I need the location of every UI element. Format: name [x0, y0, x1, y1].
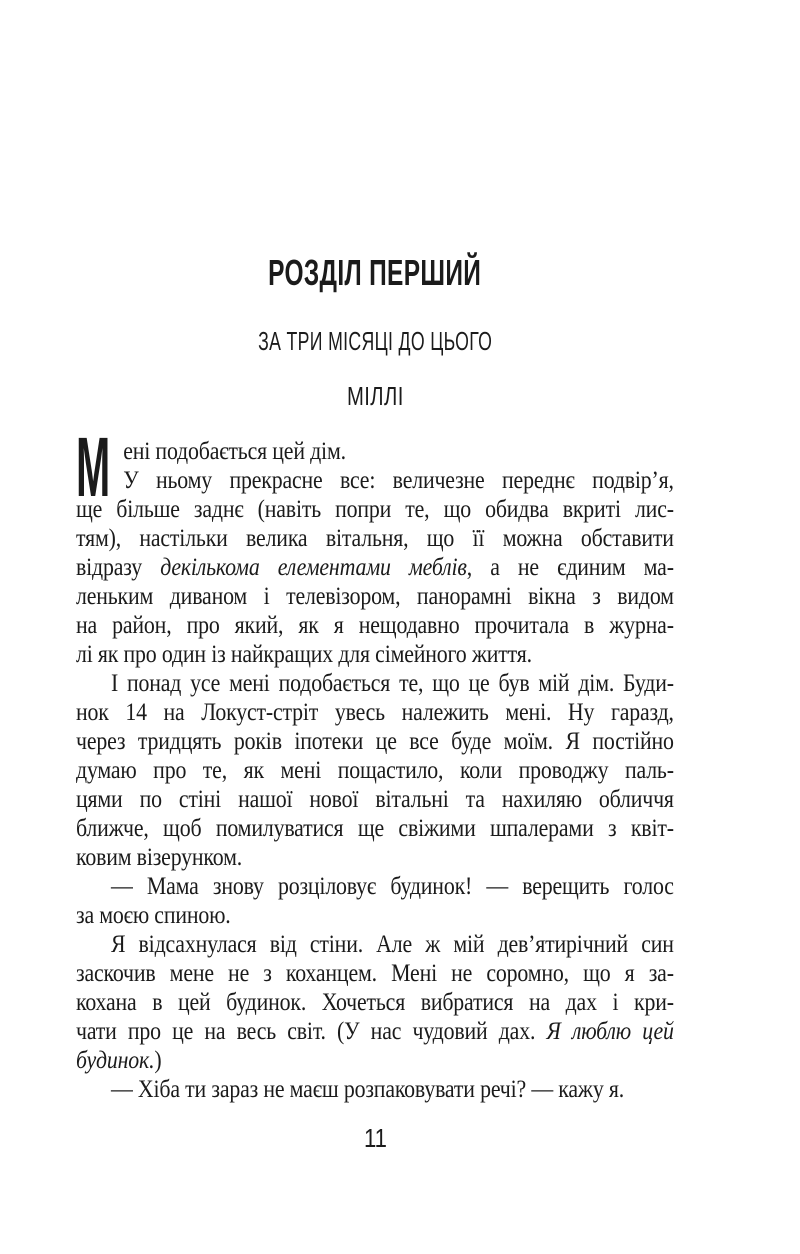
body-text-wrap [76, 420, 674, 1104]
text-line [76, 437, 674, 466]
text-line [76, 843, 674, 872]
page-number: 11 [363, 1123, 387, 1153]
text-segment: будинок. [76, 1047, 155, 1074]
text-segment: ближче, щоб помилуватися ще свіжими шпалерами з квіт- [76, 815, 674, 842]
narrator-name-row [76, 382, 674, 410]
text-segment: на район, про який, як я нещодавно прочитала в журна- [76, 612, 674, 639]
text-segment: відразу [76, 554, 161, 581]
text-segment: ені подобається цей дім. [123, 438, 346, 465]
body-text [76, 420, 674, 1104]
text-segment: лі як про один із найкращих для сімейного життя. [76, 641, 532, 668]
text-segment: — Хіба ти зараз не маєш розпаковувати речі? — кажу я. [110, 1076, 625, 1103]
text-line [76, 495, 674, 524]
text-segment: декількома елементами меблів [160, 554, 467, 581]
text-line [76, 669, 674, 698]
text-line [76, 466, 674, 495]
text-line [76, 582, 674, 611]
text-line [76, 1017, 674, 1046]
chapter-title-row [76, 252, 674, 293]
text-line [76, 611, 674, 640]
text-segment: нок 14 на Локуст-стріт увесь належить мені. Ну гаразд, [76, 699, 674, 726]
text-line [76, 640, 674, 669]
text-segment: ще більше заднє (навіть попри те, що обидва вкриті лис- [76, 496, 674, 523]
text-line [76, 727, 674, 756]
text-line [76, 959, 674, 988]
drop-cap: М [76, 420, 111, 514]
narrator-name: МІЛЛІ [346, 381, 404, 411]
text-segment: цями по стіні нашої нової вітальні та нахиляю обличчя [76, 786, 674, 813]
text-segment: Я відсахнулася від стіни. Але ж мій дев’ятирічний син [110, 931, 674, 958]
text-segment: кохана в цей будинок. Хочеться вибратися на дах і кри- [76, 989, 674, 1016]
text-line [76, 901, 674, 930]
text-line [76, 1046, 674, 1075]
text-segment: ковим візерунком. [76, 844, 243, 871]
text-line [76, 930, 674, 959]
text-line [76, 698, 674, 727]
text-segment: ) [154, 1047, 162, 1074]
text-segment: тям), настільки велика вітальня, що її можна обставити [76, 525, 674, 552]
text-line [76, 756, 674, 785]
text-segment: — Мама знову розціловує будинок! — верещить голос [110, 873, 674, 900]
text-segment: Я люблю цей [546, 1018, 674, 1045]
text-segment: чати про це на весь світ. (У нас чудовий дах. [76, 1018, 547, 1045]
text-line [76, 524, 674, 553]
text-line [76, 988, 674, 1017]
text-line [76, 814, 674, 843]
text-segment: через тридцять років іпотеки це все буде моїм. Я постійно [76, 728, 674, 755]
text-segment: І понад усе мені подобається те, що це був мій дім. Буди- [110, 670, 674, 697]
text-segment: заскочив мене не з коханцем. Мені не соромно, що я за- [76, 960, 674, 987]
chapter-title: РОЗДІЛ ПЕРШИЙ [268, 252, 482, 293]
section-subtitle-row [76, 327, 674, 355]
text-segment: за моєю спиною. [76, 902, 231, 929]
section-subtitle: ЗА ТРИ МІСЯЦІ ДО ЦЬОГО [257, 326, 493, 356]
text-segment: , а не єдиним ма- [466, 554, 674, 581]
text-line [76, 872, 674, 901]
text-line [76, 1075, 674, 1104]
text-segment: думаю про те, як мені пощастило, коли проводжу паль- [76, 757, 674, 784]
text-line [76, 785, 674, 814]
page-footer [76, 1124, 674, 1152]
text-segment: У ньому прекрасне все: величезне переднє подвір’я, [123, 467, 674, 494]
text-line [76, 553, 674, 582]
text-segment: леньким диваном і телевізором, панорамні вікна з видом [76, 583, 674, 610]
